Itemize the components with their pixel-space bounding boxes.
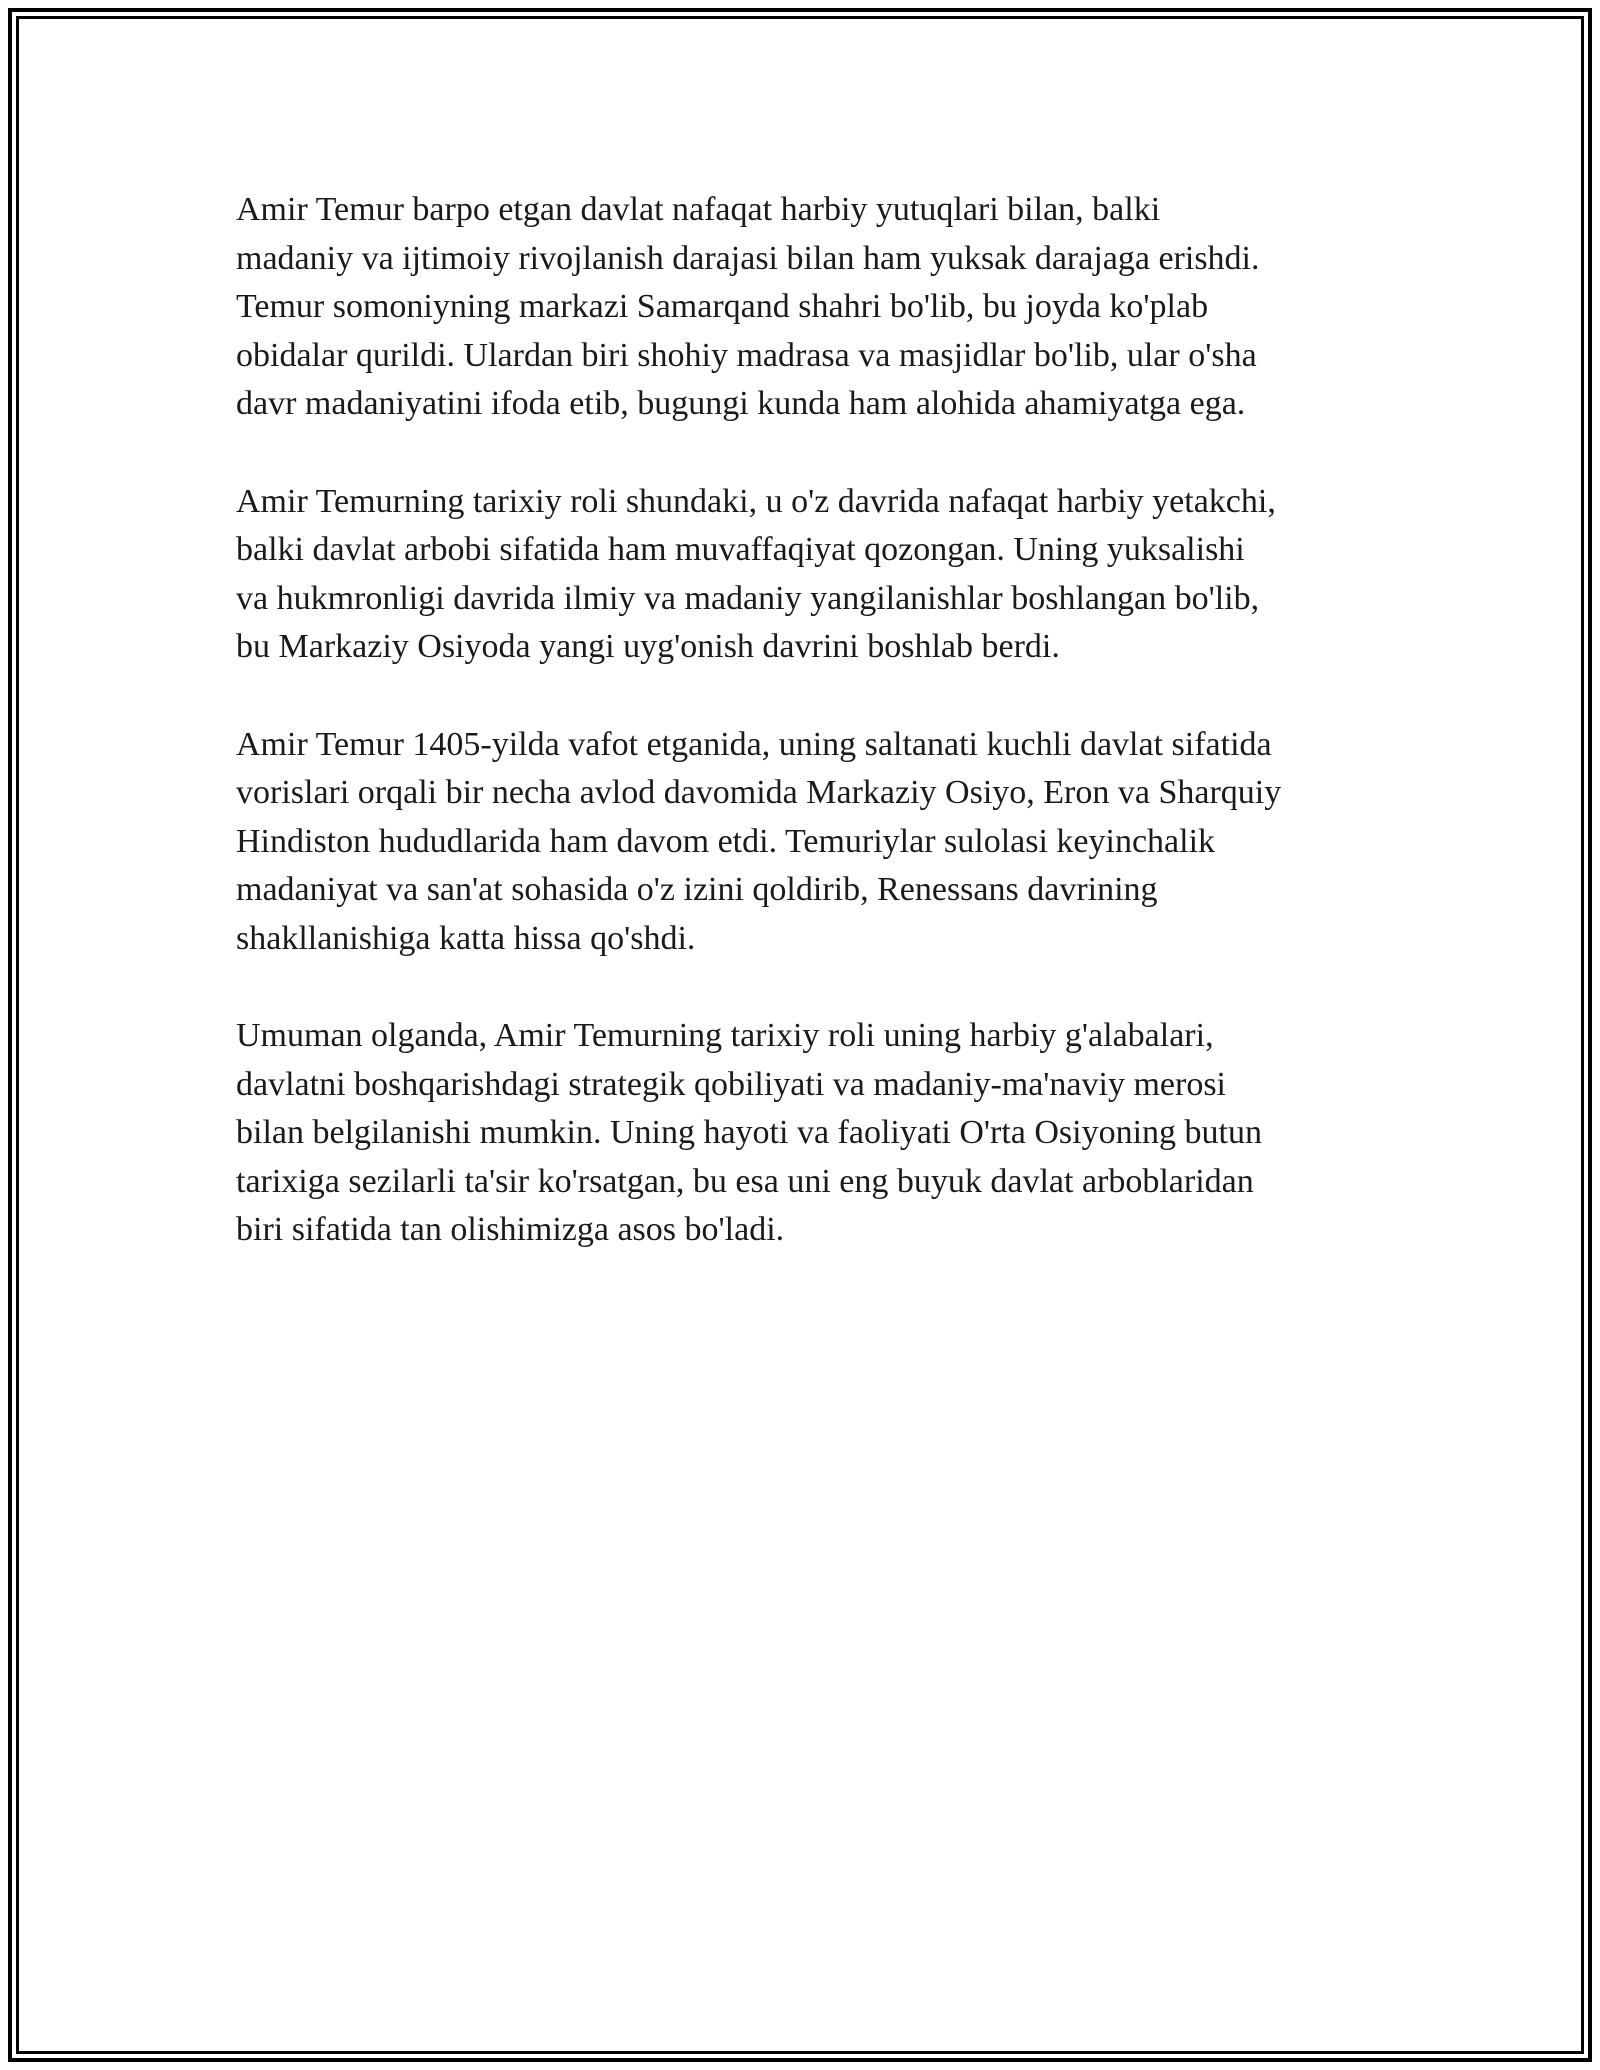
paragraph-2 <box>236 478 1376 672</box>
paragraph-line: davr madaniyatini ifoda etib, bugungi kunda ham alohida ahamiyatga ega. <box>236 385 1246 422</box>
paragraph-line: vorislari orqali bir necha avlod davomida Markaziy Osiyo, Eron va Sharquiy <box>236 774 1282 811</box>
paragraph-line: madaniyat va san'at sohasida o'z izini qoldirib, Renessans davrining <box>236 871 1158 908</box>
paragraph-line: shakllanishiga katta hissa qo'shdi. <box>236 919 696 957</box>
paragraph-line: balki davlat arbobi sifatida ham muvaffaqiyat qozongan. Uning yuksalishi <box>236 531 1245 568</box>
paragraph-line: Umuman olganda, Amir Temurning tarixiy roli uning harbiy g'alabalari, <box>236 1017 1214 1054</box>
paragraph-line: davlatni boshqarishdagi strategik qobiliyati va madaniy-ma'naviy merosi <box>236 1065 1227 1103</box>
paragraph-line: obidalar qurildi. Ulardan biri shohiy madrasa va masjidlar bo'lib, ular o'sha <box>236 336 1257 374</box>
paragraph-line: biri sifatida tan olishimizga asos bo'ladi. <box>236 1211 785 1248</box>
paragraph-3 <box>236 721 1376 964</box>
paragraph-1 <box>236 186 1376 429</box>
paragraph-line: va hukmronligi davrida ilmiy va madaniy yangilanishlar boshlangan bo'lib, <box>236 579 1260 617</box>
paragraph-line: Hindiston hududlarida ham davom etdi. Temuriylar sulolasi keyinchalik <box>236 822 1216 860</box>
paragraph-line: Temur somoniyning markazi Samarqand shahri bo'lib, bu joyda ko'plab <box>236 288 1209 325</box>
paragraph-line: Amir Temur barpo etgan davlat nafaqat harbiy yutuqlari bilan, balki <box>236 191 1161 228</box>
paragraph-line: Amir Temurning tarixiy roli shundaki, u o'z davrida nafaqat harbiy yetakchi, <box>236 482 1276 520</box>
paragraph-line: tarixiga sezilarli ta'sir ko'rsatgan, bu esa uni eng buyuk davlat arboblaridan <box>236 1162 1254 1200</box>
paragraph-line: madaniy va ijtimoiy rivojlanish darajasi bilan ham yuksak darajaga erishdi. <box>236 239 1260 277</box>
paragraph-line: bilan belgilanishi mumkin. Uning hayoti va faoliyati O'rta Osiyoning butun <box>236 1114 1262 1151</box>
document-body <box>236 186 1376 1304</box>
paragraph-line: bu Markaziy Osiyoda yangi uyg'onish davrini boshlab berdi. <box>236 628 1060 665</box>
paragraph-4 <box>236 1012 1376 1255</box>
paragraph-line: Amir Temur 1405-yilda vafot etganida, uning saltanati kuchli davlat sifatida <box>236 725 1272 763</box>
